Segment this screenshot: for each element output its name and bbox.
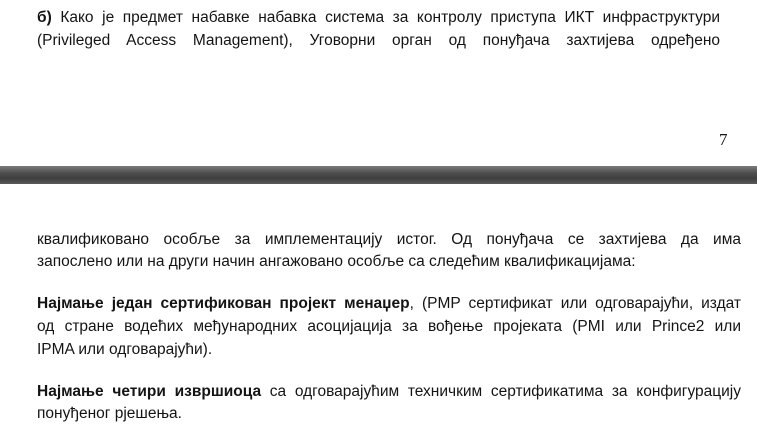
document-page-bottom — [0, 184, 757, 432]
paragraph-b-text-1: Како је предмет набавке набавка система за контролу приступа ИКТ инфраструктури — [60, 9, 720, 26]
paragraph-2-line-3 — [37, 340, 741, 360]
paragraph-b-line-2 — [37, 31, 720, 51]
page-number: 7 — [719, 130, 728, 149]
item-label-b: б) — [37, 9, 52, 26]
paragraph-1-text-2: запослено или на други начин ангажовано особље са следећим квалификацијама: — [37, 253, 636, 270]
paragraph-b-line-1 — [37, 8, 720, 28]
paragraph-2-text-2: од стране водећих међународних асоцијација за вођење пројеката (PMI или Prince2 или — [37, 318, 741, 335]
paragraph-2-line-2 — [37, 317, 741, 337]
page-break-divider — [0, 166, 757, 184]
paragraph-2-text-1: , (PMP сертификат или одговарајући, издат — [409, 295, 742, 312]
paragraph-b-text-2: (Privileged Access Management), Уговорни орган од понуђача захтијева одређено — [37, 32, 720, 49]
project-manager-requirement: Најмање један сертификован пројект менаџер — [37, 295, 410, 312]
paragraph-1-text-1: квалификовано особље за имплементацију истог. Од понуђача се захтијева да има — [37, 231, 741, 248]
paragraph-2-text-3: IPMA или одговарајући). — [37, 341, 213, 358]
executors-requirement: Најмање четири извршиоца — [37, 383, 262, 400]
paragraph-3-text-1: са одговарајућим техничким сертификатима за конфигурацију — [261, 383, 741, 400]
paragraph-1-line-2 — [37, 252, 741, 272]
paragraph-2-line-1 — [37, 294, 741, 314]
paragraph-3-line-2 — [37, 404, 741, 424]
paragraph-3-line-1 — [37, 382, 741, 402]
paragraph-3-text-2: понуђеног рјешења. — [37, 405, 182, 422]
document-page-top — [0, 0, 757, 166]
paragraph-1-line-1 — [37, 230, 741, 250]
